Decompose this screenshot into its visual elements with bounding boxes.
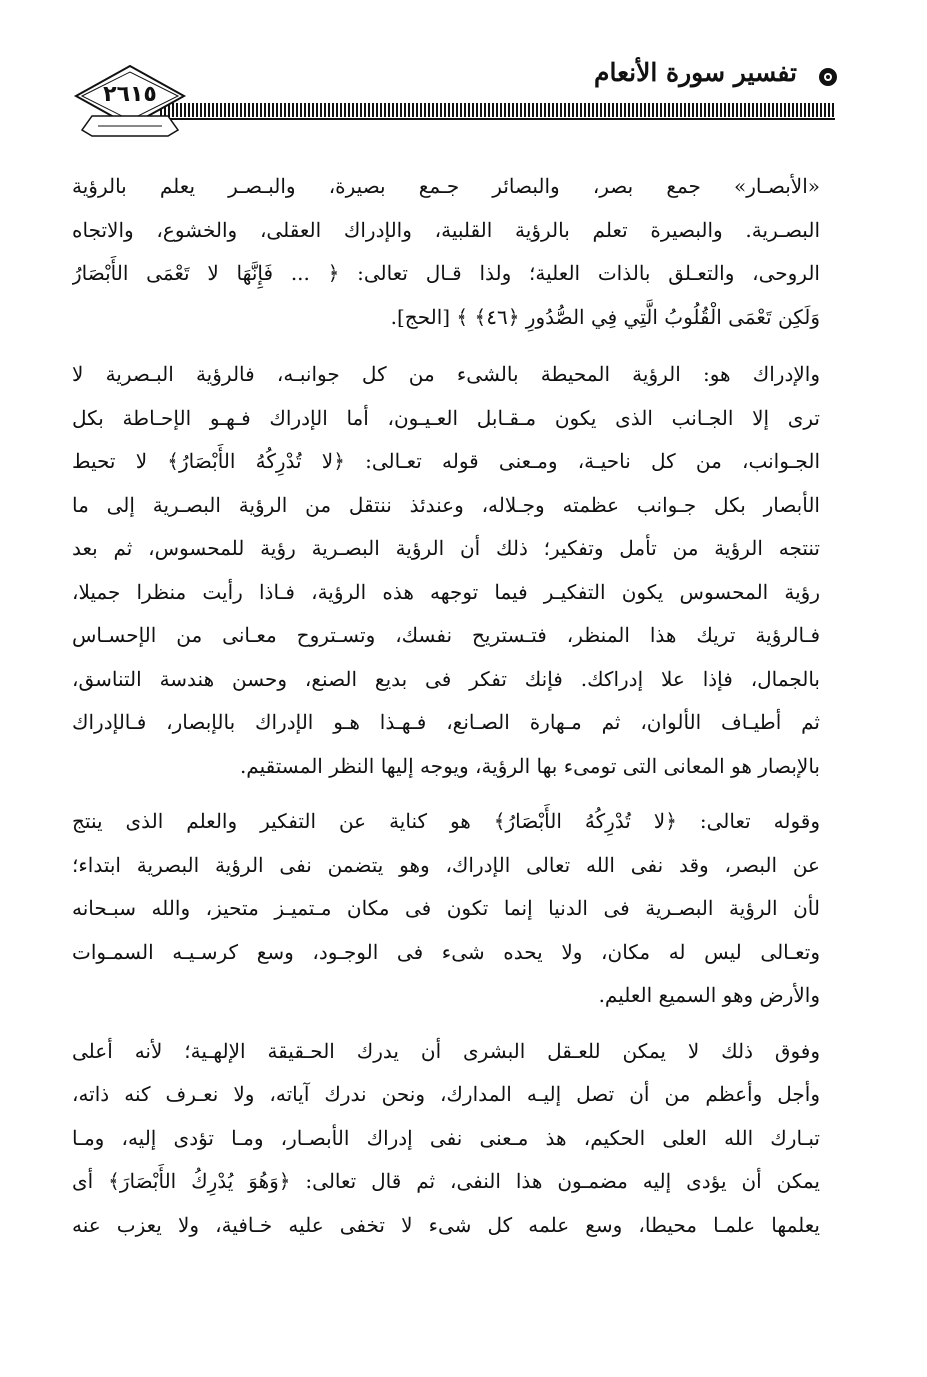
text-line: ثم أطيـاف الألوان، ثم مـهارة الصـانع، فـهـذا هـو الإدراك بالإبصار، فـالإدراك xyxy=(72,710,820,734)
text-line: تبـارك الله العلى الحكيم، هذ مـعنى نفى إدراك الأبصـار، ومـا تؤدى إليه، ومـا xyxy=(72,1125,820,1150)
text-line: بالجمال، فإذا علا إدراكك. فإنك تفكر فى بديع الصنع، وحسن هندسة التناسق، xyxy=(72,666,820,691)
text-line: وقوله تعالى: ﴿لا تُدْرِكُهُ الأَبْصَارُ﴾ هو كناية عن التفكير والعلم الذى ينتج xyxy=(72,809,820,833)
text-line: يعلمها علمـا محيطا، وسع علمه كل شىء لا تخفى عليه خـافية، ولا يعزب عنه xyxy=(72,1212,820,1237)
ornament-icon xyxy=(817,66,839,88)
paragraph xyxy=(72,1030,820,1248)
text-line: عن البصر، وقد نفى الله تعالى الإدراك، وهو يتضمن نفى الرؤية البصرية ابتداء؛ xyxy=(72,852,820,877)
text-line: الجـوانب، من كل ناحيـة، ومـعنى قوله تعـالى: ﴿لا تُدْرِكُهُ الأَبْصَارُ﴾ لا تحيط xyxy=(72,449,820,473)
text-line: الروحى، والتعـلق بالذات العلية؛ ولذا قـال تعالى: ﴿ ... فَإِنَّهَا لا تَعْمَى الأَبْصَارُ xyxy=(72,261,820,285)
body-text xyxy=(72,165,820,1247)
text-line: يمكن أن يؤدى إليه مضمـون هذا النفى، ثم قال تعالى: ﴿وَهُوَ يُدْرِكُ الأَبْصَارَ﴾ أى xyxy=(72,1169,820,1193)
page-header xyxy=(0,0,927,150)
paragraph xyxy=(72,800,820,1018)
text-line: بالإبصار هو المعانى التى تومىء بها الرؤية، ويوجه إليها النظر المستقيم. xyxy=(239,753,820,778)
text-line: البصـرية. والبصيرة تعلم بالرؤية القلبية، والإدراك العقلى، والخشوع، والاتجاه xyxy=(72,217,820,242)
text-line: لأن الرؤية البصـرية فى الدنيا إنما تكون فى مكان مـتميـز متحيز، والله سبـحانه xyxy=(72,896,820,920)
text-line: رؤية المحسوس يكون التفكيـر فيما توجهه هذه الرؤية، فـاذا رأيت منظرا جميلا، xyxy=(72,579,820,604)
text-line: ترى إلا الجـانب الذى يكون مـقـابل العـيـون، أما الإدراك فـهـو الإحـاطة بكل xyxy=(72,405,820,430)
text-line: وفوق ذلك لا يمكن للعـقل البشرى أن يدرك الحـقيقة الإلهـية؛ لأنه أعلى xyxy=(72,1038,820,1063)
text-line: تنتجه الرؤية من تأمل وتفكير؛ ذلك أن الرؤية البصـرية رؤية للمحسوس، ثم بعد xyxy=(72,536,820,560)
text-line: والإدراك هو: الرؤية المحيطة بالشىء من كل جوانبـه، فالرؤية البـصرية لا xyxy=(72,362,820,386)
text-line: وَلَكِن تَعْمَى الْقُلُوبُ الَّتِي فِي الصُّدُورِ ﴿٤٦﴾ ﴾ [الحج]. xyxy=(390,304,820,329)
paragraph xyxy=(72,165,820,339)
text-line: فـالرؤية تريك هذا المنظر، فتـستريح نفسك، وتسـتروح معـانى من الإحسـاس xyxy=(72,623,820,647)
text-line: والأرض وهو السميع العليم. xyxy=(598,983,820,1007)
sura-title: تفسير سورة الأنعام xyxy=(593,58,797,87)
text-line: الأبصار بكل جـوانب عظمته وجـلاله، وعندئذ ننتقل من الرؤية البصـرية إلى ما xyxy=(72,492,820,517)
header-rule xyxy=(160,103,835,117)
page-number: ٢٦١٥ xyxy=(103,82,157,107)
text-line: وأجل وأعظم من أن تصل إليـه المدارك، ونحن ندرك آياته، ولا نعـرف كنه ذاته، xyxy=(72,1082,820,1106)
text-line: «الأبصـار» جمع بصر، والبصائر جـمع بصيرة، والبـصـر يعلم بالرؤية xyxy=(72,174,820,198)
paragraph xyxy=(72,353,820,788)
text-line: وتعـالى ليس له مكان، ولا يحده شىء فى الوجـود، وسع كرسـيـه السمـوات xyxy=(72,939,820,964)
